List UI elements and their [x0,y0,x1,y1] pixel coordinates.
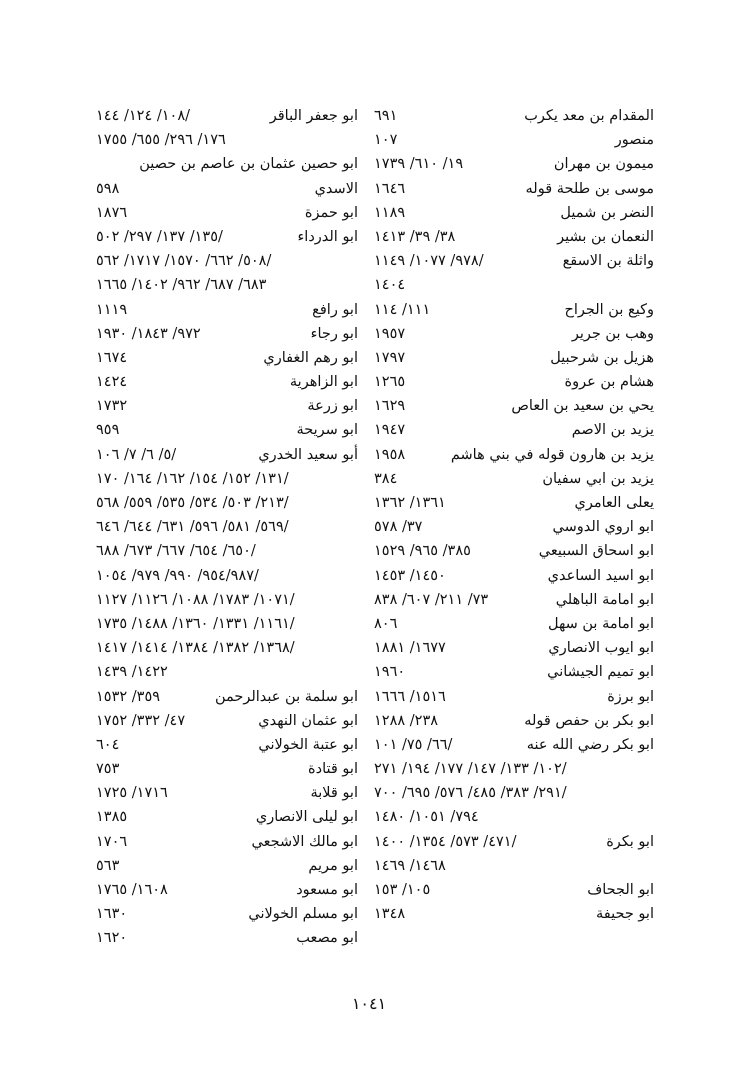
entry-name: ابو اروي الدوسي [552,519,654,536]
entry-refs: ٣٥٩/ ١٥٣٢ [96,688,161,705]
entry-refs: ١٣٥/ ١٣٧/ ٢٩٧/ ٥٠٢/ [96,228,223,245]
entry-name: ابو مصعب [296,930,358,947]
entry-refs: ١١٦١/ ١٣٣١/ ١٣٦٠/ ١٤٨٨/ ١٧٣٥/ [96,615,295,632]
entry-refs: ١٣٤٨ [374,906,406,923]
entry-name: ابو مريم [308,857,358,874]
index-entry [96,733,358,757]
index-entry [374,902,654,926]
entry-refs: ٣٧/ ٥٧٨ [374,519,423,536]
index-entry [96,660,358,684]
index-entry [96,467,358,491]
entry-refs: ١٠٥/ ١٥٣ [374,882,431,898]
index-entry [96,805,358,829]
index-entry [96,757,358,781]
entry-name: موسى بن طلحة قوله [525,180,654,197]
index-entry [96,298,358,322]
entry-refs: ١٣٨٥ [96,809,128,826]
index-entry [374,805,654,829]
entry-name: ابو الدرداء [297,228,358,245]
index-entry [96,515,358,539]
entry-name: ابو رهم الغفاري [263,349,358,366]
index-column-left [96,104,358,951]
index-entry [374,177,654,201]
index-entry [96,539,358,563]
index-entry [374,709,654,733]
index-entry [374,346,654,370]
entry-name: ابو سلمة بن عبدالرحمن [214,688,358,705]
index-entry [96,443,358,467]
index-entry [374,491,654,515]
entry-refs: ١٧٠٦ [96,833,128,850]
entry-name: ابو حصين عثمان بن عاصم بن حصين [139,156,358,173]
entry-name: ابو بكر بن حفص قوله [524,712,654,729]
entry-name: ابو ليلى الانصاري [255,809,358,826]
entry-refs: ١٦٧٤ [96,349,128,366]
entry-name: ابو الزاهرية [289,374,358,391]
entry-refs: ٦٨٣/ ٦٨٧/ ٩٦٢/ ١٤٠٢/ ١٦٦٥ [96,277,267,294]
entry-refs: ٦٥٠/ ٦٥٤/ ٦٦٧/ ٦٧٣/ ٦٨٨/ [96,543,256,560]
entry-name: ابو برزة [607,688,654,705]
entry-refs: ١٣٦٨/ ١٣٨٢/ ١٣٨٤/ ١٤١٤/ ١٤١٧/ [96,640,295,657]
entry-refs: ١٤٢٢/ ١٤٣٩ [96,664,168,681]
entry-refs: ١٩٥٨ [374,446,406,463]
entry-name: ابو اسيد الساعدي [547,567,654,584]
index-entry [96,249,358,273]
entry-refs: ١٣١/ ١٥٢/ ١٥٤/ ١٦٢/ ١٦٤/ ١٧٠/ [96,470,289,487]
index-entry [374,636,654,660]
entry-name: يعلى العامري [574,495,654,511]
entry-refs: ١٦٢٩ [374,398,406,415]
index-entry [374,564,654,588]
entry-refs: ١٤٢٤ [96,374,128,391]
index-entry [374,394,654,418]
index-entry [374,104,654,128]
entry-name: ابو مسلم الخولاني [248,906,358,923]
index-entry [374,830,654,854]
entry-name: ابو اسحاق السبيعي [538,543,654,560]
index-entry [96,636,358,660]
index-entry [374,588,654,612]
entry-refs: ١٩/ ٦١٠/ ١٧٣٩ [374,156,464,173]
index-entry [374,152,654,176]
index-entry [96,128,358,152]
entry-refs: ٧٣/ ٢١١/ ٦٠٧/ ٨٣٨ [374,591,489,608]
index-entry [96,854,358,878]
entry-name: ابو بكر رضي الله عنه [526,736,654,753]
index-entry [96,830,358,854]
entry-refs: ٧٩٤/ ١٠٥١/ ١٤٨٠ [374,809,479,826]
entry-refs: ١٠٧ [374,132,398,149]
entry-name: ابو زرعة [307,398,358,415]
index-entry [96,322,358,346]
entry-name: ابو رافع [312,301,358,318]
entry-refs: ١٥١٦/ ١٦٦٦ [374,688,446,705]
index-entry [96,177,358,201]
entry-refs: ١٠٢/ ١٣٣/ ١٤٧/ ١٧٧/ ١٩٤/ ٢٧١/ [374,761,567,778]
entry-name: ابو الجحاف [587,882,654,898]
entry-refs: ١٤٦٨/ ١٤٦٩ [374,857,446,874]
entry-refs: ٥٠٨/ ٦٦٢/ ١٥٧٠/ ١٧١٧/ ٥٦٢/ [96,253,272,270]
index-entry [374,685,654,709]
entry-refs: ١١١٩ [96,301,128,318]
entry-name: وهب بن جرير [571,325,654,342]
entry-name: ابو عثمان النهدي [258,712,358,729]
index-entry [374,201,654,225]
entry-name: هزيل بن شرحبيل [550,349,654,366]
entry-name: يزيد بن الاصم [571,422,654,439]
entry-name: يحي بن سعيد بن العاص [511,398,654,415]
entry-refs: ٦٩١ [374,108,398,124]
index-entry [96,225,358,249]
entry-refs: ٢٩١/ ٣٨٣/ ٤٨٥/ ٥٧٦/ ٦٩٥/ ٧٠٠/ [374,785,567,802]
entry-refs: ٨٠٦ [374,615,398,632]
entry-refs: ٩٥٩ [96,422,120,439]
entry-name: ابو تميم الجيشاني [547,664,654,681]
index-entry [374,612,654,636]
entry-refs: ٣٨/ ٣٩/ ١٤١٣ [374,228,456,245]
entry-name: يزيد بن هارون قوله في بني هاشم [450,446,654,463]
index-entry [96,878,358,902]
index-entry [374,128,654,152]
entry-refs: ٩٥٤/٩٨٧/ ٩٩٠/ ٩٧٩/ ١٠٥٤/ [96,567,259,584]
index-entry [374,370,654,394]
index-entry [96,370,358,394]
entry-refs: ١٦٢٠ [96,930,128,947]
index-entry [96,926,358,950]
entry-refs: ٧٥٣ [96,761,120,778]
entry-name: ابو بكرة [606,833,654,850]
index-entry [374,660,654,684]
entry-name: وكيع بن الجراح [564,301,654,318]
entry-refs: ١٦٠٨/ ١٧٦٥ [96,882,168,898]
entry-refs: ٥٦٣ [96,857,120,874]
entry-refs: ١٦٤٦ [374,180,406,197]
entry-name: ابو ايوب الانصاري [548,640,654,657]
entry-name: ابو مالك الاشجعي [251,833,358,850]
entry-refs: ١٩٤٧ [374,422,406,439]
entry-refs: ١٢٦٥ [374,374,406,391]
entry-refs: ٥/ ٦/ ٧/ ١٠٦/ [96,446,177,463]
index-entry [374,515,654,539]
entry-refs: ٣٨٤ [374,470,398,487]
entry-name: واثلة بن الاسقع [562,253,654,270]
entry-name: ابو قلابة [310,785,358,802]
index-entry [96,588,358,612]
entry-name: منصور [614,132,654,149]
index-entry [374,418,654,442]
index-entry [96,418,358,442]
index-entry [96,612,358,636]
index-entry [374,322,654,346]
entry-name: المقدام بن معد يكرب [524,108,654,124]
entry-name: ابو جحيفة [596,906,654,923]
index-entry [374,757,654,781]
entry-refs: ١٧٦/ ٢٩٦/ ٦٥٥/ ١٧٥٥ [96,132,226,149]
entry-refs: ١١١/ ١١٤ [374,301,431,318]
entry-name: ابو قتادة [308,761,358,778]
index-entry [96,709,358,733]
entry-refs: ١٠٨/ ١٢٤/ ١٤٤/ [96,108,191,124]
entry-name: ابو امامة بن سهل [547,615,654,632]
entry-name: ابو جعفر الباقر [269,108,358,124]
entry-refs: ٣٨٥/ ٩٦٥/ ١٥٢٩ [374,543,471,560]
index-entry [374,781,654,805]
entry-refs: ١٤٠٤ [374,277,406,294]
entry-name: النعمان بن بشير [557,228,654,245]
page-number: ١٠٤١ [351,994,387,1013]
entry-refs: ١٧١٦/ ١٧٢٥ [96,785,168,802]
entry-refs: ٥٩٨ [96,180,120,197]
index-entry [374,539,654,563]
entry-refs: ٦٦/ ٧٥/ ١٠١/ [374,736,453,753]
index-entry [96,685,358,709]
entry-name: ميمون بن مهران [553,156,654,173]
index-entry [96,273,358,297]
entry-refs: ٥٦٩/ ٥٨١/ ٥٩٦/ ٦٣١/ ٦٤٤/ ٦٤٦/ [96,519,289,536]
index-entry [374,273,654,297]
index-entry [96,781,358,805]
index-entry [374,467,654,491]
entry-name: أبو سعيد الخدري [258,446,358,463]
entry-refs: ٢١٣/ ٥٠٣/ ٥٣٤/ ٥٣٥/ ٥٥٩/ ٥٦٨/ [96,495,289,511]
entry-refs: ١٣٦١/ ١٣٦٢ [374,495,446,511]
index-entry [374,443,654,467]
entry-name: الاسدي [314,180,358,197]
entry-refs: ٦٠٤ [96,736,120,753]
index-entry [374,225,654,249]
entry-refs: ١٨٧٦ [96,204,128,221]
entry-refs: ٤٧١/ ٥٧٣/ ١٣٥٤/ ١٤٠٠/ [374,833,517,850]
entry-refs: ١٧٩٧ [374,349,406,366]
entry-name: ابو سريحة [296,422,358,439]
entry-name: ابو امامة الباهلي [555,591,654,608]
index-entry [374,733,654,757]
index-entry [96,902,358,926]
entry-name: ابو رجاء [310,325,358,342]
entry-refs: ١٩٦٠ [374,664,406,681]
entry-refs: ١١٨٩ [374,204,406,221]
index-entry [96,491,358,515]
entry-refs: ١٦٧٧/ ١٨٨١ [374,640,446,657]
index-entry [96,564,358,588]
index-entry [374,249,654,273]
entry-refs: ٩٧٢/ ١٨٤٣/ ١٩٣٠ [96,325,201,342]
index-entry [96,152,358,176]
entry-name: يزيد بن ابي سفيان [542,470,654,487]
index-entry [374,854,654,878]
entry-refs: ١٦٣٠ [96,906,128,923]
index-entry [96,346,358,370]
entry-name: هشام بن عروة [564,374,654,391]
index-entry [96,104,358,128]
index-column-right [374,104,654,926]
entry-name: النضر بن شميل [560,204,654,221]
index-entry [96,201,358,225]
index-entry [96,394,358,418]
entry-refs: ٢٣٨/ ١٢٨٨ [374,712,439,729]
entry-refs: ٤٧/ ٣٣٢/ ١٧٥٢ [96,712,186,729]
entry-refs: ١٤٥٠/ ١٤٥٣ [374,567,446,584]
index-entry [374,298,654,322]
entry-name: ابو عتبة الخولاني [258,736,358,753]
index-entry [374,878,654,902]
entry-refs: ١٩٥٧ [374,325,406,342]
entry-refs: ٩٧٨/ ١٠٧٧/ ١١٤٩/ [374,253,484,270]
entry-refs: ١٠٧١/ ١٧٨٣/ ١٠٨٨/ ١١٢٦/ ١١٢٧/ [96,591,295,608]
entry-name: ابو مسعود [296,882,358,898]
entry-refs: ١٧٣٢ [96,398,128,415]
entry-name: ابو حمزة [304,204,358,221]
